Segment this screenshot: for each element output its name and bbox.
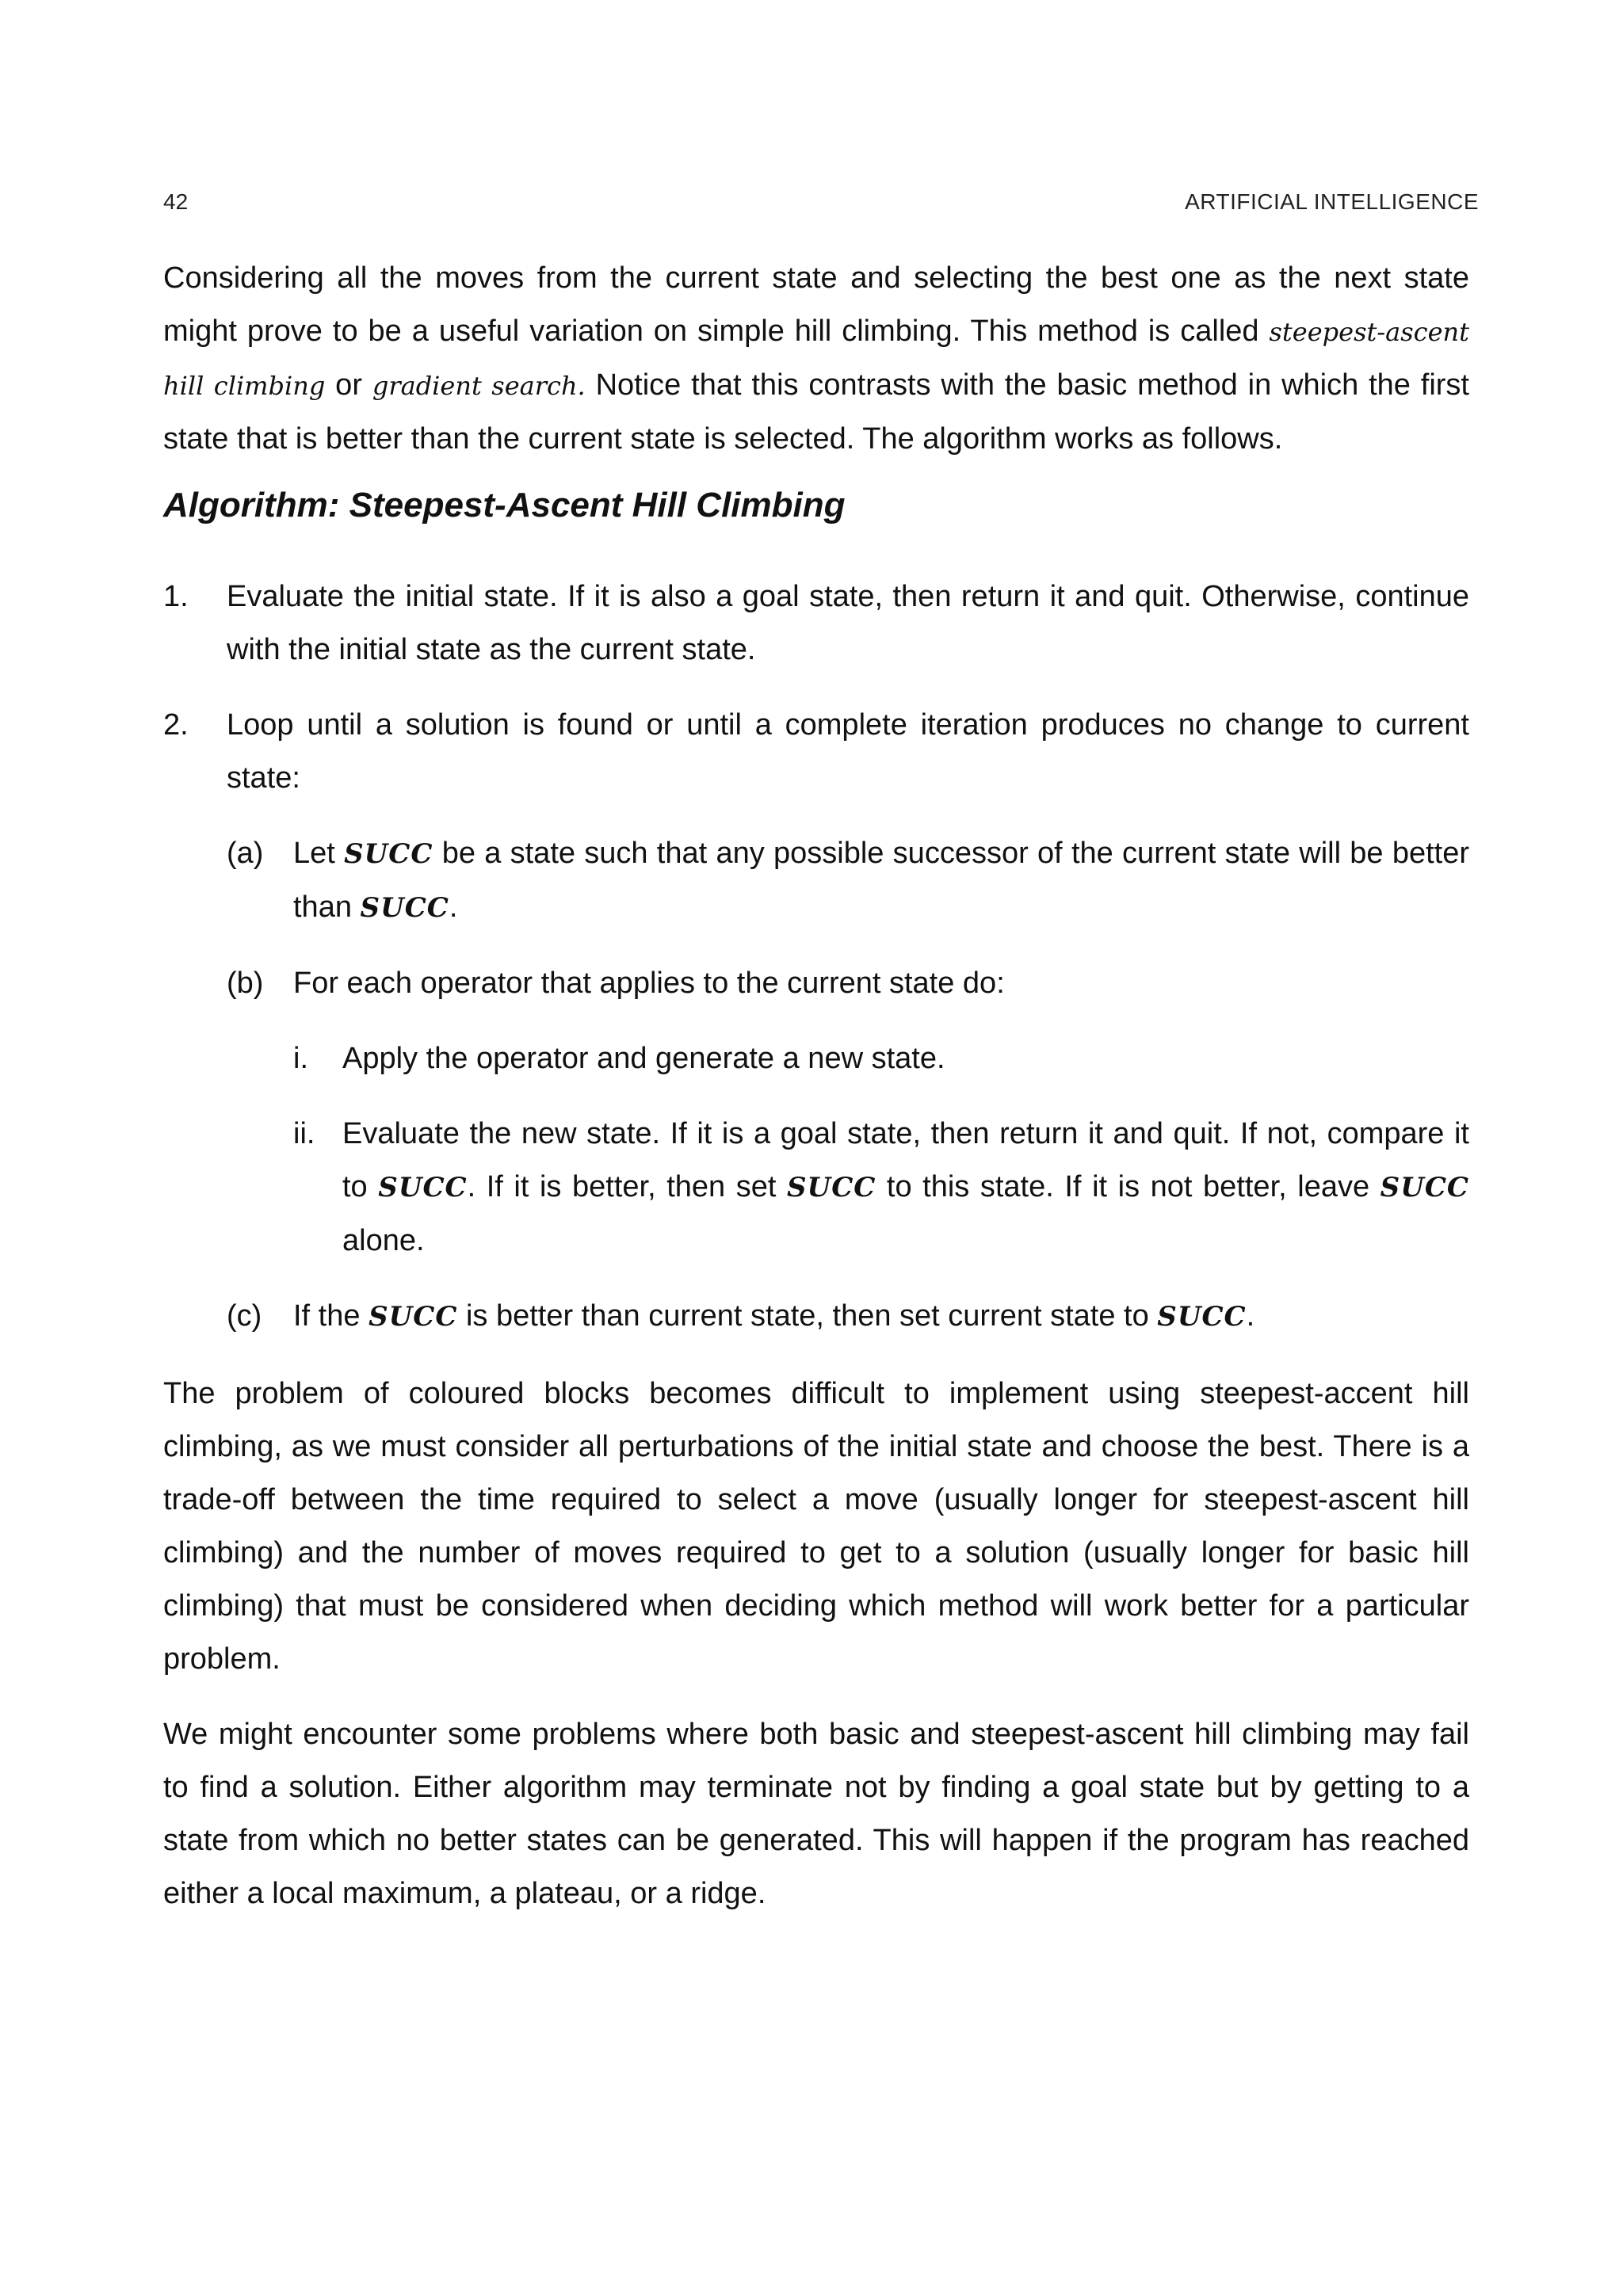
substep-text [293,827,1469,935]
page-number: 42 [163,189,189,214]
succ-term: SUCC [369,1301,458,1333]
succ-term: SUCC [787,1172,876,1203]
intro-text-2: Notice that this contrasts with the basic method in which the first state that is better than the current state is selected. The algorithm works as follows. [163,368,1469,456]
substep-text [342,1108,1469,1268]
intro-text-1: Considering all the moves from the current state and selecting the best one as the next state might prove to be a useful variation on simple hill climbing. This method is called [163,261,1469,348]
body-paragraph-3: We might encounter some problems where both basic and steepest-ascent hill climbing may fail to find a solution. Either algorithm may terminate not by finding a goal state but by getting to a state from which no better states can be generated. This will happen if the program has reached either a local maximum, a plateau, or a ridge. [163,1718,1469,1910]
running-title: ARTIFICIAL INTELLIGENCE [1185,189,1479,214]
algorithm-substep-b-ii [293,1108,1469,1268]
substep-text [293,1290,1469,1344]
algorithm-title: Algorithm: Steepest-Ascent Hill Climbing [163,486,846,524]
substep-label: i. [293,1042,308,1075]
succ-term: SUCC [1157,1301,1247,1333]
succ-term: SUCC [344,838,433,870]
algorithm-substep-b [227,957,1469,1010]
text-fragment: . If it is better, then set [467,1170,787,1203]
step-text: Loop until a solution is found or until a complete iteration produces no change to current state: [227,708,1469,795]
step-number: 1. [163,580,189,613]
text-fragment: If the [293,1299,369,1333]
algorithm-substep-a [227,827,1469,935]
substep-label: (b) [227,967,264,1000]
algorithm-step-2 [163,699,1469,805]
intro-paragraph [163,252,1469,466]
succ-term: SUCC [360,892,449,924]
page-content [163,252,1469,1920]
text-fragment: to this state. If it is not better, leave [876,1170,1381,1203]
substep-text: Apply the operator and generate a new state. [342,1042,945,1075]
step-number: 2. [163,708,189,742]
text-fragment: . [449,891,458,924]
succ-term: SUCC [1380,1172,1469,1203]
substep-label: ii. [293,1117,315,1150]
text-fragment: Evaluate the new state. If it is a goal state, then return it and quit. If not, compare it to [342,1117,1469,1203]
substep-text: For each operator that applies to the current state do: [293,967,1005,1000]
text-fragment: is better than current state, then set current state to [457,1299,1158,1333]
term-gradient-search: gradient search. [372,371,586,401]
text-fragment: be a state such that any possible successor of the current state will be better than [293,837,1469,924]
text-fragment: . [1246,1299,1255,1333]
body-paragraph-2: The problem of coloured blocks becomes difficult to implement using steepest-accent hill climbing, as we must consider all perturbations of the initial state and choose the best. There is a trade-off between the time required to select a move (usually longer for steepest-ascent hill climbing) and the number of moves required to get to a solution (usually longer for basic hill climbing) that must be considered when deciding which method will work better for a particular problem. [163,1377,1469,1676]
algorithm-substep-c [227,1290,1469,1344]
text-fragment: alone. [342,1224,425,1257]
step-text: Evaluate the initial state. If it is also a goal state, then return it and quit. Otherwise, continue with the initial state as the current state. [227,580,1469,666]
substep-label: (a) [227,837,264,870]
algorithm-step-1 [163,570,1469,677]
intro-or: or [325,368,372,402]
substep-label: (c) [227,1299,262,1333]
term-steepest-ascent: steepest-ascent hill climbing [163,317,1469,401]
text-fragment: Let [293,837,345,870]
succ-term: SUCC [378,1172,468,1203]
algorithm-substep-b-i [293,1032,1469,1085]
